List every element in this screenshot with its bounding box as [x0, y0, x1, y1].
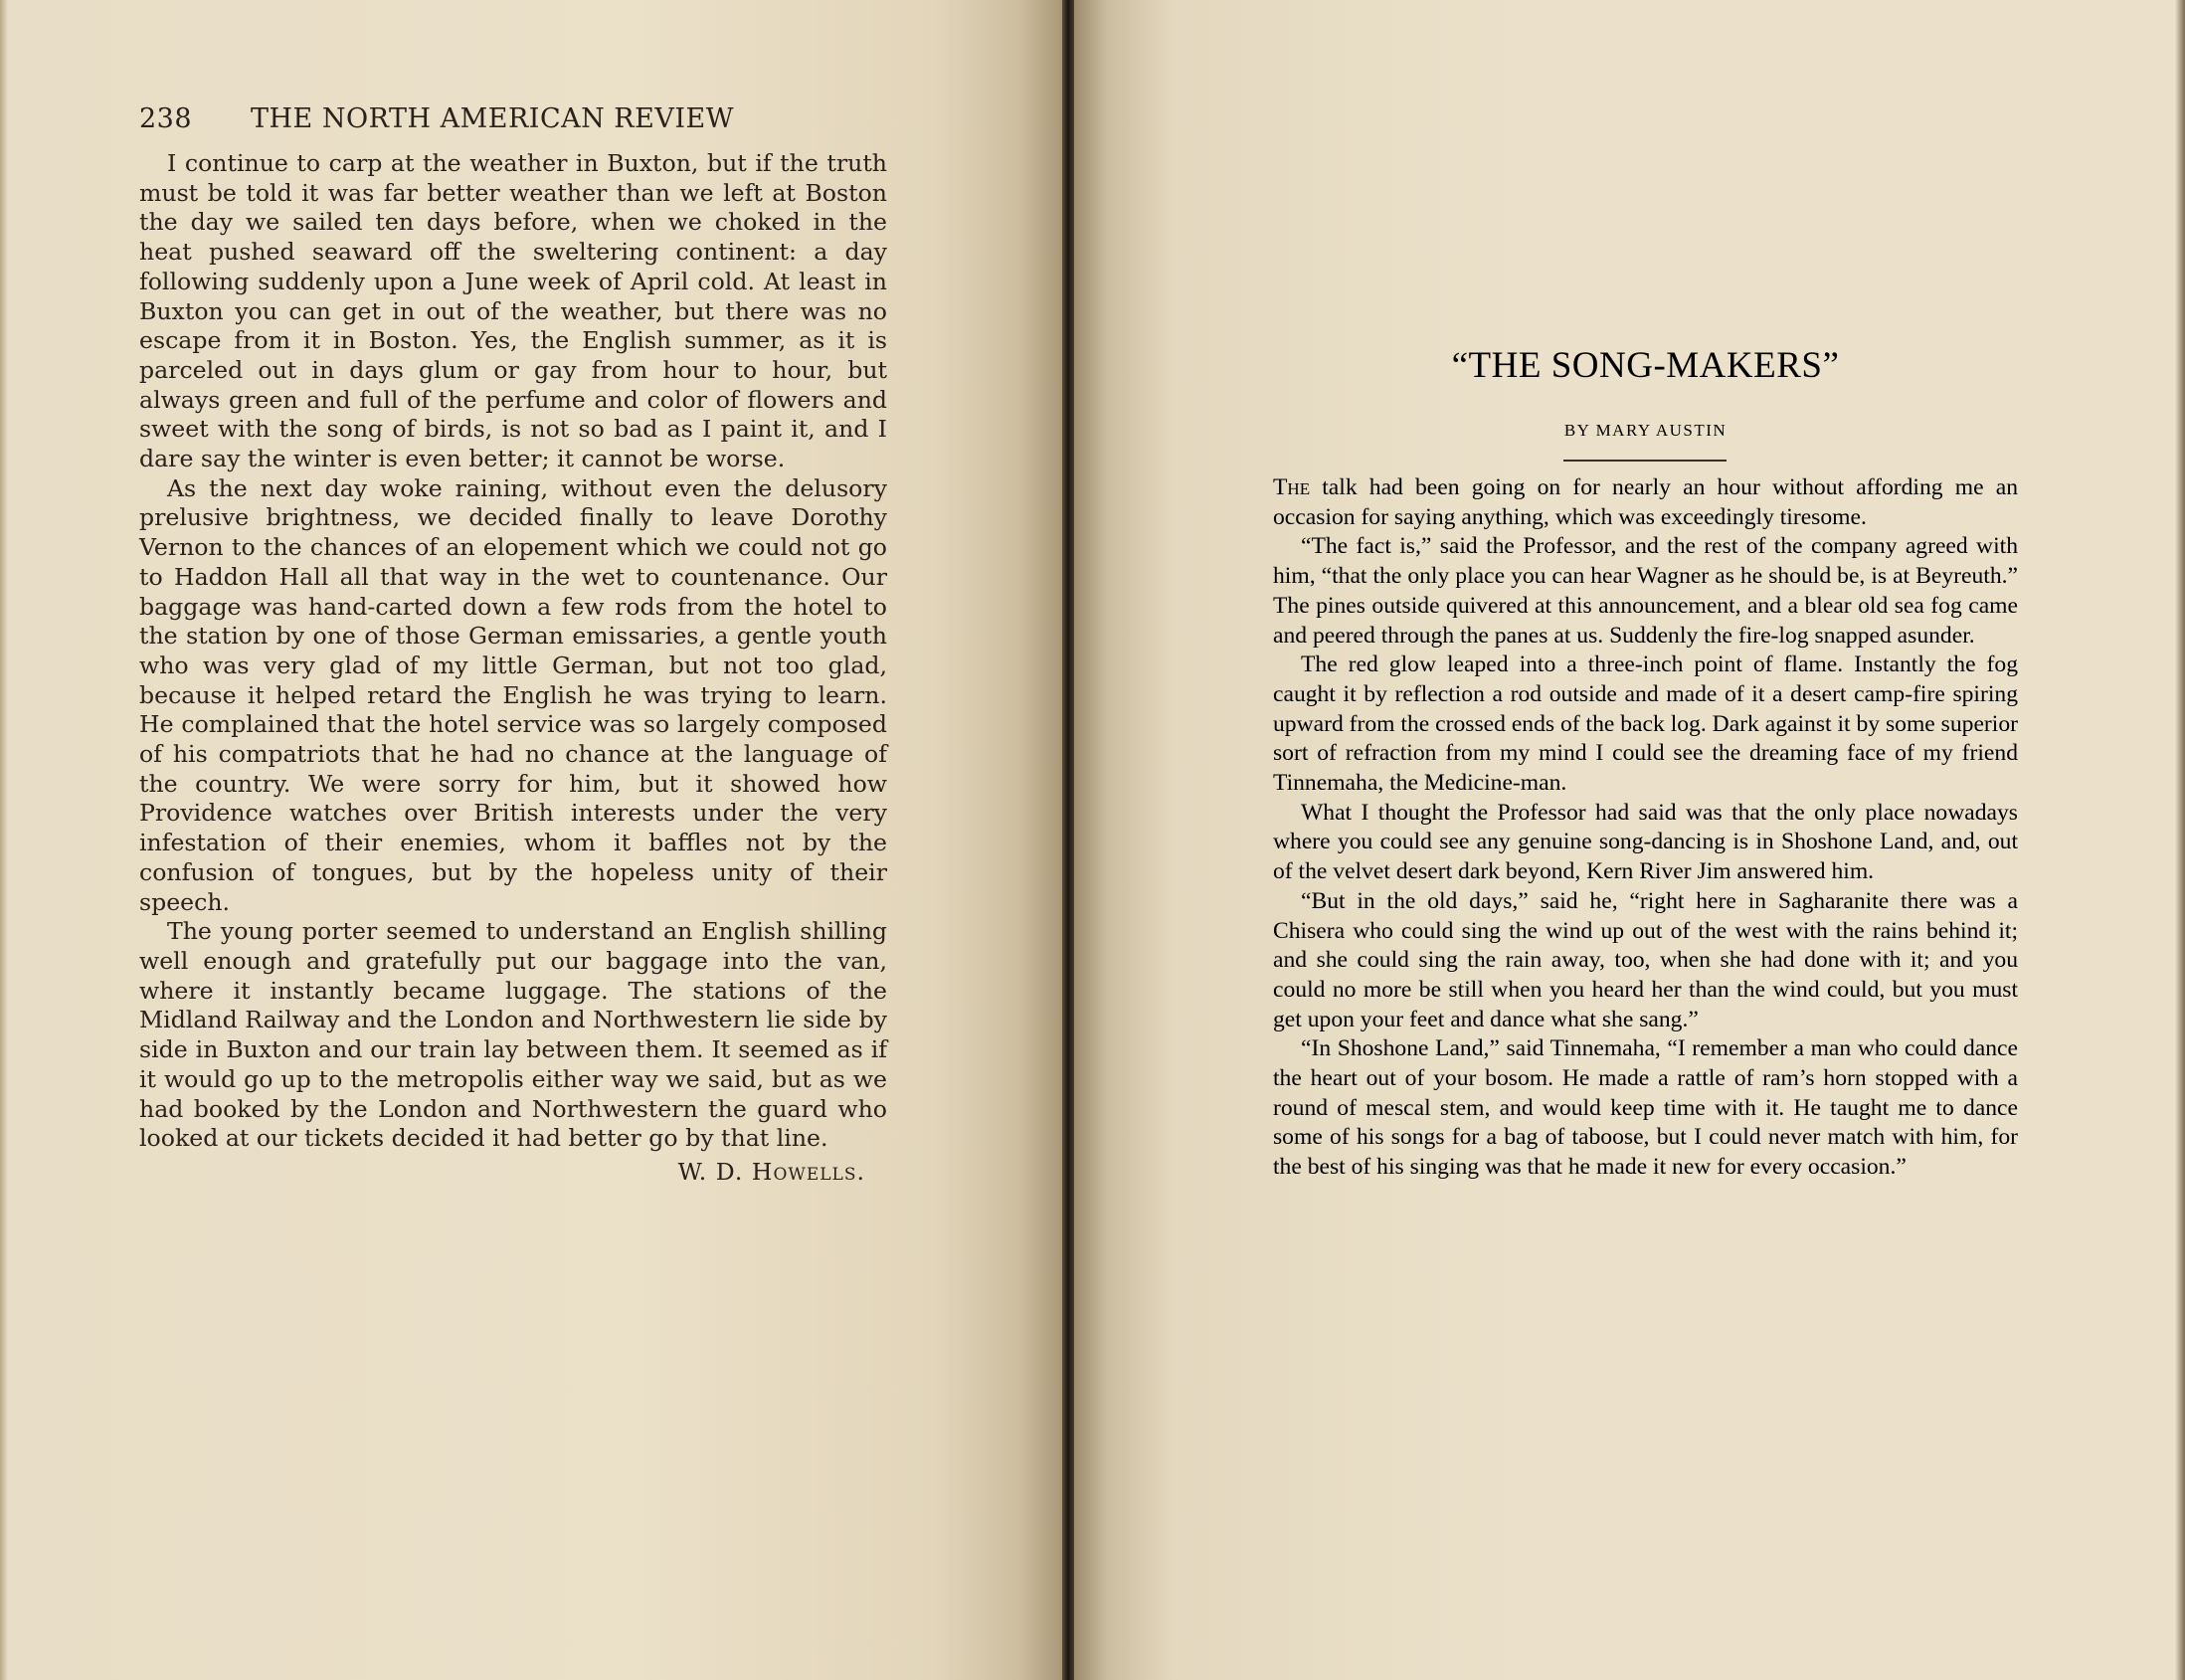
page-edge-shadow — [2175, 0, 2185, 1680]
paragraph — [1273, 473, 2018, 532]
left-page — [0, 0, 1062, 1680]
author-signature: W. D. Howells. — [677, 1157, 865, 1186]
title-rule — [1563, 460, 1727, 462]
paragraph: The red glow leaped into a three-inch point of flame. Instantly the fog caught it by reflection a rod outside and made of it a desert camp-fire spiring upward from the crossed ends of the back log. Dark against it by some superior sort of refraction from my mind I could see the dreaming face of my friend Tinnemaha, the Medicine-man. — [1273, 652, 2018, 797]
byline: BY MARY AUSTIN — [1563, 421, 1728, 440]
book-gutter — [1062, 0, 1074, 1680]
paragraph: What I thought the Professor had said was that the only place nowadays where you could see any genuine song-dancing is in Shoshone Land, and, out of the velvet desert dark beyond, Kern River Jim answered him. — [1273, 799, 2018, 885]
paragraph: “The fact is,” said the Professor, and the rest of the company agreed with him, “that the only place you can hear Wagner as he should be, is at Beyreuth.” The pines outside quivered at this announcement, and a blear old sea fog came and peered through the panes at us. Suddenly the fire-log snapped asunder. — [1273, 533, 2018, 649]
page-number: 238 — [139, 103, 193, 134]
right-text-column — [1273, 473, 2018, 1183]
paragraph: I continue to carp at the weather in Buxton, but if the truth must be told it was far better weather than we left at Boston the day we sailed ten days before, when we choked in the heat pushed seaward off the sweltering continent: a day following suddenly upon a June week of April cold. At least in Buxton you can get in out of the weather, but there was no escape from it in Boston. Yes, the English summer, as it is parceled out in days glum or gay from hour to hour, but always green and full of the perfume and color of flowers and sweet with the song of birds, is not so bad as I paint it, and I dare say the winter is even better; it cannot be worse. — [139, 149, 887, 473]
left-text-column — [139, 149, 887, 1188]
page-edge-shadow — [0, 0, 8, 1680]
paragraph-text: talk had been going on for nearly an hour without affording me an occasion for saying anything, which was exceedingly tiresome. — [1273, 474, 2018, 530]
journal-title: THE NORTH AMERICAN REVIEW — [251, 103, 734, 134]
article-title: “THE SONG-MAKERS” — [1451, 345, 1840, 386]
paragraph: The young porter seemed to understand an English shilling well enough and gratefully put our baggage into the van, where it instantly became luggage. The stations of the Midland Railway and the London and Northwestern lie side by side in Buxton and our train lay between them. It seemed as if it would go up to the metropolis either way we said, but as we had booked by the London and Northwestern the guard who looked at our tickets decided it had better go by that line. — [139, 917, 887, 1153]
paragraph: As the next day woke raining, without even the delusory prelusive brightness, we decided finally to leave Dorothy Vernon to the chances of an elopement which we could not go to Haddon Hall all that way in the wet to countenance. Our baggage was hand-carted down a few rods from the hotel to the station by one of those German emissaries, a gentle youth who was very glad of my little German, but not too glad, because it helped retard the English he was trying to learn. He complained that the hotel service was so largely composed of his compatriots that he had no chance at the language of the country. We were sorry for him, but it showed how Providence watches over British interests under the very infestation of their enemies, whom it baffles not by the confusion of tongues, but by the hopeless unity of their speech. — [139, 473, 887, 916]
running-head — [139, 103, 895, 134]
paragraph: “But in the old days,” said he, “right here in Sagharanite there was a Chisera who could sing the wind up out of the west with the rains behind it; and she could sing the rain away, too, when she had done with it; and you could no more be still when you heard her than the wind could, but you must get upon your feet and dance what she sang.” — [1273, 887, 2018, 1032]
lead-word: The — [1273, 474, 1311, 500]
paragraph: “In Shoshone Land,” said Tinnemaha, “I remember a man who could dance the heart out of your bosom. He made a rattle of ram’s horn stopped with a round of mescal stem, and would keep time with it. He taught me to dance some of his songs for a bag of taboose, but I could never match with him, for the best of his singing was that he made it new for every occasion.” — [1273, 1035, 2018, 1181]
